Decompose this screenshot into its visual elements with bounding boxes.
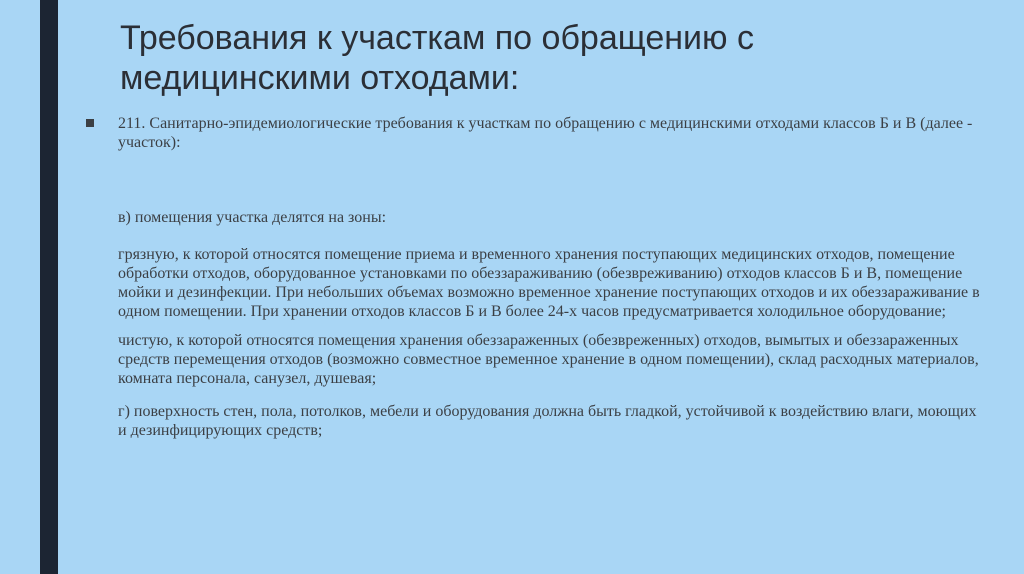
surfaces-paragraph: г) поверхность стен, пола, потолков, мебели и оборудования должна быть гладкой, устойчивой к воздействию влаги, моющих и дезинфицирующих средств;: [118, 403, 977, 439]
accent-bar: [40, 0, 58, 574]
slide-title: Требования к участкам по обращению с медицинскими отходами:: [120, 19, 754, 97]
slide-body: [86, 114, 986, 440]
clean-zone-paragraph: чистую, к которой относятся помещения хранения обеззараженных (обезвреженных) отходов, вымытых и обеззараженных средств перемещения отходов (возможно совместное временное хранение в одном помещении), склад расходных материалов, комната персонала, санузел, душевая;: [118, 332, 979, 387]
square-bullet-icon: [86, 119, 94, 127]
dirty-zone-paragraph: грязную, к которой относятся помещение приема и временного хранения поступающих медицинских отходов, помещение обработки отходов, оборудованное установками по обеззараживанию (обезвреживанию) отходов классов Б и В, помещение мойки и дезинфекции. При небольших объемах возможно временное хранение поступающих отходов и их обеззараживание в одном помещении. При хранении отходов классов Б и В более 24-х часов предусматривается холодильное оборудование;: [118, 246, 980, 320]
intro-text: 211. Санитарно-эпидемиологические требования к участкам по обращению с медицинскими отходами классов Б и В (далее - участок):: [118, 115, 973, 151]
zones-paragraph: в) помещения участка делятся на зоны:: [118, 209, 387, 226]
bullet-item: [86, 114, 986, 152]
